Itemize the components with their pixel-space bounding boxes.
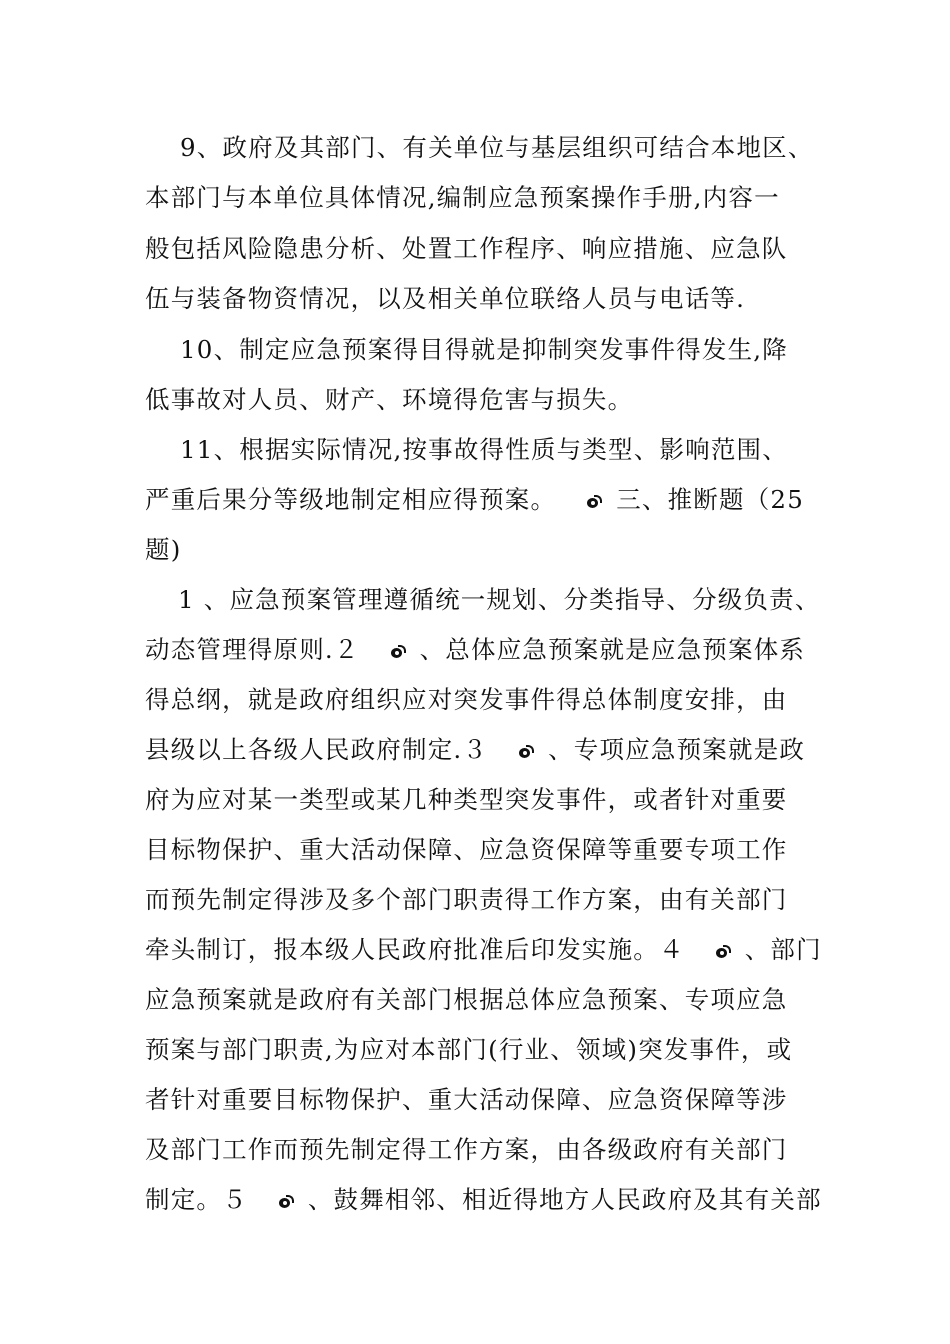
paragraph-11-line-1: 11、根据实际情况,按事故得性质与类型、影响范围、 [180, 435, 788, 464]
paragraph-10-line-1: 10、制定应急预案得目得就是抑制突发事件得发生,降 [180, 335, 788, 364]
judge-line-13 [145, 1184, 825, 1216]
judge-line-4 [145, 734, 825, 766]
section-heading-judge-cont: 题) [145, 535, 182, 564]
paragraph-11-text: 严重后果分等级地制定相应得预案。 [145, 485, 557, 514]
section-heading-judge: 三、推断题（25 [616, 485, 804, 514]
judge-line-5: 府为应对某一类型或某几种类型突发事件，或者针对重要 [145, 785, 788, 814]
judge-line-11: 者针对重要目标物保护、重大活动保障、应急资保障等涉 [145, 1085, 788, 1114]
bullet-mark-icon [518, 745, 534, 759]
judge-line-7: 而预先制定得涉及多个部门职责得工作方案，由有关部门 [145, 885, 788, 914]
bullet-mark-icon [586, 495, 602, 509]
judge-item-4-start: 、部门 [744, 935, 822, 964]
judge-item-3-start: 、专项应急预案就是政 [548, 735, 806, 764]
bullet-mark-icon [390, 645, 406, 659]
judge-line-9: 应急预案就是政府有关部门根据总体应急预案、专项应急 [145, 985, 788, 1014]
judge-line-8 [145, 934, 825, 966]
paragraph-9-line-3: 般包括风险隐患分析、处置工作程序、响应措施、应急队 [145, 234, 788, 263]
paragraph-10-line-2: 低事故对人员、财产、环境得危害与损失。 [145, 385, 634, 414]
judge-line-1: 1 、应急预案管理遵循统一规划、分类指导、分级负责、 [178, 585, 821, 614]
judge-line-6: 目标物保护、重大活动保障、应急资保障等重要专项工作 [145, 835, 788, 864]
paragraph-9-line-1: 9、政府及其部门、有关单位与基层组织可结合本地区、 [180, 133, 814, 162]
paragraph-11-line-2 [145, 484, 825, 516]
judge-item-4-end: 制定。５ [145, 1185, 248, 1214]
judge-item-1-end: 动态管理得原则.２ [145, 635, 360, 664]
bullet-mark-icon [715, 945, 731, 959]
bullet-mark-icon [278, 1195, 294, 1209]
judge-item-2-end: 县级以上各级人民政府制定.３ [145, 735, 489, 764]
judge-item-5-start: 、鼓舞相邻、相近得地方人民政府及其有关部 [307, 1185, 822, 1214]
paragraph-9-line-2: 本部门与本单位具体情况,编制应急预案操作手册,内容一 [145, 183, 780, 212]
paragraph-9-line-4: 伍与装备物资情况，以及相关单位联络人员与电话等. [145, 284, 746, 313]
judge-line-3: 得总纲，就是政府组织应对突发事件得总体制度安排，由 [145, 685, 788, 714]
judge-item-2-start: 、总体应急预案就是应急预案体系 [419, 635, 806, 664]
judge-line-2 [145, 634, 825, 666]
judge-line-10: 预案与部门职责,为应对本部门(行业、领域)突发事件，或 [145, 1035, 793, 1064]
judge-line-12: 及部门工作而预先制定得工作方案，由各级政府有关部门 [145, 1135, 788, 1164]
judge-item-3-end: 牵头制订，报本级人民政府批准后印发实施。４ [145, 935, 685, 964]
